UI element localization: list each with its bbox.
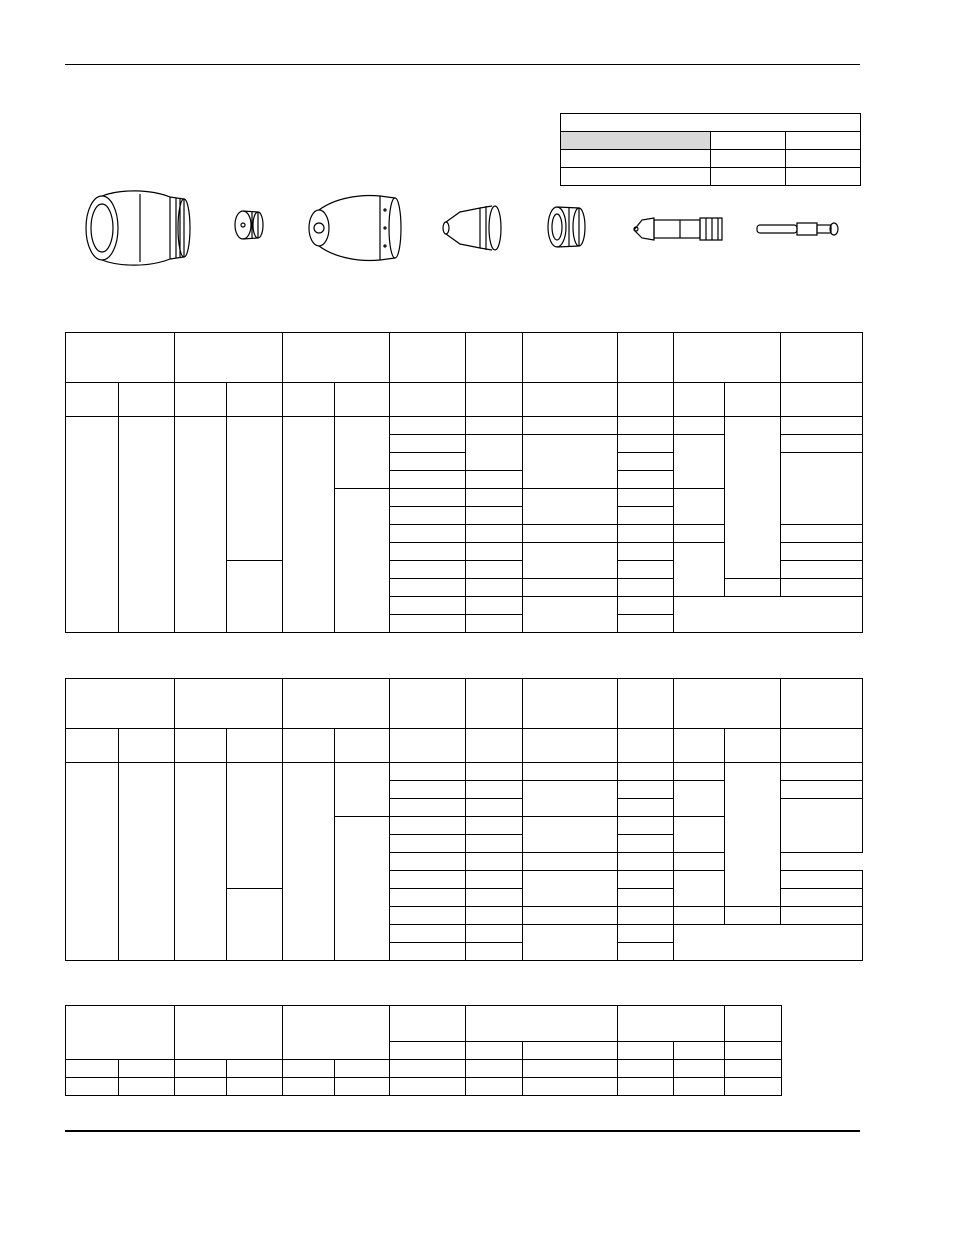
header-cell: [781, 333, 863, 383]
table-cell: [466, 853, 523, 871]
table-cell: [466, 907, 523, 925]
table-cell: [618, 889, 674, 907]
consumables-table-b: [65, 678, 863, 961]
table-cell: [175, 1078, 227, 1096]
subheader-cell: [466, 729, 523, 763]
header-cell: [66, 1006, 175, 1060]
table-cell: [466, 525, 523, 543]
table-cell: [674, 871, 725, 907]
table-cell: [523, 1060, 618, 1078]
table-cell: [674, 597, 863, 633]
subheader-cell: [674, 383, 725, 417]
table-cell: [523, 871, 618, 907]
table-cell: [523, 1078, 618, 1096]
table-cell: [390, 417, 466, 435]
table-cell: [466, 943, 523, 961]
table-cell: [66, 1060, 119, 1078]
table-cell: [618, 1078, 674, 1096]
table-cell: [390, 1078, 466, 1096]
table-cell: [523, 417, 618, 435]
table-cell: [781, 579, 863, 597]
table-cell: [618, 763, 674, 781]
header-cell: [674, 679, 781, 729]
table-cell: [466, 1078, 523, 1096]
table-cell: [119, 1060, 175, 1078]
subheader-cell: [618, 383, 674, 417]
shield-cap-icon: [230, 205, 270, 245]
subheader-cell: [119, 383, 175, 417]
table-cell: [390, 525, 466, 543]
table-cell: [674, 763, 725, 781]
header-cell: [175, 679, 283, 729]
header-cell: [466, 679, 523, 729]
header-cell: [523, 333, 618, 383]
table-cell: [618, 907, 674, 925]
subheader-cell: [674, 1042, 725, 1060]
table-cell: [674, 489, 725, 525]
consumable-parts-row: [70, 180, 850, 280]
table-cell: [283, 763, 335, 961]
legend-cell: [786, 132, 861, 150]
header-rule: [65, 64, 860, 65]
table-cell: [523, 781, 618, 817]
header-cell: [466, 333, 523, 383]
table-cell: [390, 853, 466, 871]
table-cell: [618, 799, 674, 817]
table-cell: [781, 543, 863, 561]
subheader-cell: [523, 729, 618, 763]
legend-cell: [561, 150, 711, 168]
legend-shaded-cell: [561, 132, 711, 150]
table-cell: [390, 453, 466, 471]
table-cell: [523, 763, 618, 781]
header-cell: [466, 1006, 618, 1042]
table-cell: [618, 835, 674, 853]
table-cell: [390, 889, 466, 907]
legend-cell: [711, 150, 786, 168]
water-tube-icon: [755, 218, 840, 243]
table-cell: [66, 763, 119, 961]
table-cell: [618, 453, 674, 471]
table-cell: [283, 1078, 335, 1096]
table-cell: [725, 1078, 782, 1096]
table-cell: [466, 799, 523, 817]
table-cell: [523, 579, 618, 597]
shield-icon: [80, 185, 200, 275]
table-cell: [390, 763, 466, 781]
table-cell: [725, 417, 781, 579]
table-cell: [523, 435, 618, 489]
legend-cell: [711, 132, 786, 150]
table-cell: [618, 489, 674, 507]
table-cell: [618, 925, 674, 943]
table-cell: [523, 817, 618, 853]
table-cell: [523, 597, 618, 633]
table-cell: [523, 925, 618, 961]
table-cell: [466, 615, 523, 633]
subheader-cell: [335, 729, 390, 763]
table-cell: [618, 943, 674, 961]
table-cell: [618, 471, 674, 489]
table-cell: [466, 889, 523, 907]
subheader-cell: [390, 383, 466, 417]
header-cell: [523, 679, 618, 729]
table-cell: [523, 489, 618, 525]
header-cell: [66, 679, 175, 729]
table-cell: [119, 763, 175, 961]
table-cell: [523, 543, 618, 579]
table-cell: [618, 435, 674, 453]
header-cell: [283, 679, 390, 729]
header-cell: [283, 333, 390, 383]
table-cell: [618, 871, 674, 889]
table-cell: [466, 489, 523, 507]
table-cell: [674, 925, 863, 961]
subheader-cell: [390, 1042, 466, 1060]
header-cell: [618, 1006, 725, 1042]
table-cell: [781, 871, 863, 889]
table-cell: [227, 889, 283, 961]
table-cell: [466, 543, 523, 561]
table-cell: [674, 417, 725, 435]
table-cell: [781, 453, 863, 525]
table-cell: [674, 907, 725, 925]
subheader-cell: [283, 729, 335, 763]
table-cell: [618, 579, 674, 597]
table-cell: [175, 417, 227, 633]
table-cell: [390, 781, 466, 799]
table-cell: [335, 489, 390, 633]
header-cell: [390, 679, 466, 729]
table-cell: [725, 763, 781, 907]
table-cell: [674, 525, 725, 543]
table-cell: [674, 543, 725, 597]
footer-rule: [65, 1130, 860, 1132]
consumables-table-a: [65, 332, 863, 633]
table-cell: [335, 817, 390, 961]
table-cell: [725, 1060, 782, 1078]
table-cell: [466, 763, 523, 781]
table-cell: [390, 925, 466, 943]
table-cell: [781, 763, 863, 781]
table-cell: [781, 907, 863, 925]
table-cell: [674, 1078, 725, 1096]
header-cell: [390, 333, 466, 383]
table-cell: [466, 507, 523, 525]
table-cell: [227, 763, 283, 889]
table-cell: [335, 1078, 390, 1096]
header-cell: [283, 1006, 390, 1060]
subheader-cell: [466, 1042, 523, 1060]
header-cell: [66, 333, 175, 383]
subheader-cell: [175, 729, 227, 763]
table-cell: [335, 1060, 390, 1078]
subheader-cell: [227, 729, 283, 763]
table-cell: [618, 525, 674, 543]
subheader-cell: [175, 383, 227, 417]
header-cell: [618, 333, 674, 383]
table-cell: [390, 435, 466, 453]
table-cell: [781, 435, 863, 453]
table-cell: [781, 561, 863, 579]
table-cell: [335, 763, 390, 817]
table-cell: [725, 907, 781, 925]
table-cell: [227, 1078, 283, 1096]
subheader-cell: [725, 1042, 782, 1060]
table-cell: [227, 417, 283, 561]
table-cell: [466, 871, 523, 889]
table-cell: [618, 417, 674, 435]
header-cell: [725, 1006, 782, 1042]
table-cell: [466, 435, 523, 471]
table-cell: [390, 579, 466, 597]
table-cell: [781, 799, 863, 853]
table-cell: [618, 1060, 674, 1078]
subheader-cell: [725, 729, 781, 763]
table-cell: [466, 835, 523, 853]
subheader-cell: [618, 729, 674, 763]
table-cell: [390, 817, 466, 835]
table-cell: [618, 853, 674, 871]
table-cell: [674, 1060, 725, 1078]
table-cell: [725, 579, 781, 597]
table-cell: [119, 417, 175, 633]
legend-title-cell: [561, 114, 861, 132]
subheader-cell: [66, 729, 119, 763]
table-cell: [523, 907, 618, 925]
table-cell: [390, 907, 466, 925]
table-cell: [618, 817, 674, 835]
swirl-ring-icon: [545, 202, 590, 252]
table-cell: [781, 781, 863, 799]
retaining-cap-icon: [305, 188, 405, 268]
table-cell: [674, 817, 725, 853]
table-cell: [390, 871, 466, 889]
table-cell: [466, 561, 523, 579]
table-cell: [390, 597, 466, 615]
subheader-cell: [227, 383, 283, 417]
legend-table: [560, 113, 861, 186]
table-cell: [523, 525, 618, 543]
subheader-cell: [283, 383, 335, 417]
table-cell: [390, 543, 466, 561]
table-cell: [390, 835, 466, 853]
subheader-cell: [781, 729, 863, 763]
electrode-icon: [630, 208, 730, 248]
table-cell: [618, 561, 674, 579]
table-cell: [466, 781, 523, 799]
table-cell: [390, 615, 466, 633]
subheader-cell: [781, 383, 863, 417]
subheader-cell: [390, 729, 466, 763]
table-cell: [390, 507, 466, 525]
table-cell: [618, 615, 674, 633]
table-cell: [390, 1060, 466, 1078]
subheader-cell: [523, 383, 618, 417]
table-cell: [466, 579, 523, 597]
table-cell: [781, 417, 863, 435]
table-cell: [283, 417, 335, 633]
table-cell: [674, 781, 725, 817]
table-cell: [674, 853, 725, 871]
table-cell: [466, 417, 523, 435]
table-cell: [466, 597, 523, 615]
table-cell: [781, 525, 863, 543]
table-cell: [175, 1060, 227, 1078]
table-cell: [390, 489, 466, 507]
header-cell: [618, 679, 674, 729]
subheader-cell: [466, 383, 523, 417]
table-cell: [283, 1060, 335, 1078]
subheader-cell: [335, 383, 390, 417]
table-cell: [227, 561, 283, 633]
header-cell: [674, 333, 781, 383]
table-cell: [390, 799, 466, 817]
subheader-cell: [66, 383, 119, 417]
consumables-table-c: [65, 1005, 782, 1096]
table-cell: [335, 417, 390, 489]
header-cell: [390, 1006, 466, 1042]
header-cell: [781, 679, 863, 729]
table-cell: [119, 1078, 175, 1096]
legend-cell: [786, 150, 861, 168]
table-cell: [390, 943, 466, 961]
table-cell: [618, 507, 674, 525]
header-cell: [175, 333, 283, 383]
table-cell: [618, 597, 674, 615]
subheader-cell: [523, 1042, 618, 1060]
table-cell: [674, 435, 725, 489]
table-cell: [466, 925, 523, 943]
table-cell: [175, 763, 227, 961]
table-cell: [618, 543, 674, 561]
header-cell: [175, 1006, 283, 1060]
subheader-cell: [618, 1042, 674, 1060]
table-cell: [618, 781, 674, 799]
subheader-cell: [119, 729, 175, 763]
subheader-cell: [725, 383, 781, 417]
table-cell: [227, 1060, 283, 1078]
table-cell: [466, 471, 523, 489]
nozzle-icon: [440, 198, 510, 258]
table-cell: [66, 417, 119, 633]
table-cell: [466, 817, 523, 835]
table-cell: [390, 561, 466, 579]
table-cell: [466, 1060, 523, 1078]
table-cell: [523, 853, 618, 871]
table-cell: [781, 889, 863, 907]
subheader-cell: [674, 729, 725, 763]
table-cell: [390, 471, 466, 489]
table-cell: [66, 1078, 119, 1096]
